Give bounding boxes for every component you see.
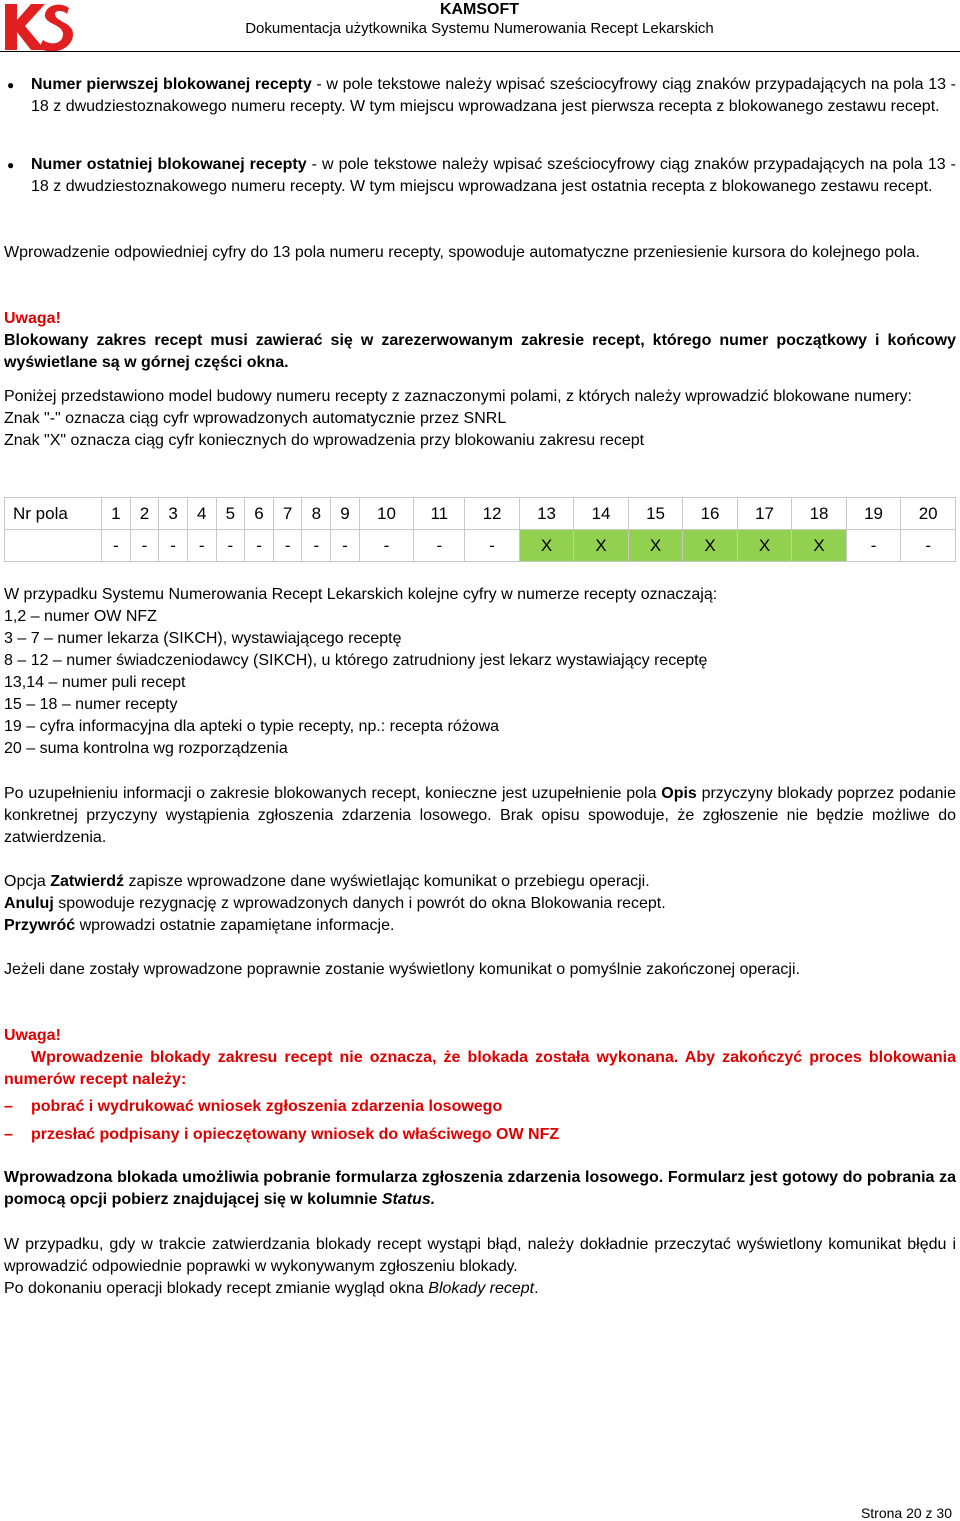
field-mark: - bbox=[102, 530, 131, 562]
bullet-first-recipe-text: - w pole tekstowe należy wpisać sześciocyfrowy ciąg znaków przypadających na pola 13 - 18 z dwudziestoznakowego numeru recepty. W tym miejscu wprowadzana jest pierwsza recepta z blokowanego zestawu recept. bbox=[31, 76, 956, 115]
bullet-last-recipe-term: Numer ostatniej blokowanej recepty bbox=[31, 156, 307, 173]
para-form-text: Wprowadzona blokada umożliwia pobranie formularza zgłoszenia zdarzenia losowego. Formularz jest gotowy do pobrania za pomocą opcji pobierz znajdującej się w kolumnie bbox=[4, 1169, 956, 1208]
opis-pre: Po uzupełnieniu informacji o zakresie blokowanych recept, konieczne jest uzupełnienie pola bbox=[4, 785, 662, 802]
field-mark-highlighted: X bbox=[737, 530, 792, 562]
field-number: 9 bbox=[331, 498, 360, 530]
option-cancel bbox=[4, 893, 956, 915]
header-subtitle: Dokumentacja użytkownika Systemu Numerowania Recept Lekarskich bbox=[245, 20, 714, 37]
meaning-item: 15 – 18 – numer recepty bbox=[4, 696, 178, 713]
option-confirm-name: Zatwierdź bbox=[50, 873, 125, 890]
field-mark: - bbox=[159, 530, 188, 562]
field-mark: - bbox=[359, 530, 414, 562]
option-cancel-name: Anuluj bbox=[4, 895, 54, 912]
meaning-item: 3 – 7 – numer lekarza (SIKCH), wystawiającego receptę bbox=[4, 630, 402, 647]
para-form-status: Status. bbox=[381, 1191, 436, 1208]
bullet-last-recipe-text: - w pole tekstowe należy wpisać sześciocyfrowy ciąg znaków przypadających na pola 13 - 18 z dwudziestoznakowego numeru recepty. W tym miejscu wprowadzana jest ostatnia recepta z blokowanego zestawu recept. bbox=[31, 156, 956, 195]
field-number: 10 bbox=[359, 498, 414, 530]
bullet-first-recipe bbox=[31, 74, 956, 118]
meaning-intro: W przypadku Systemu Numerowania Recept Lekarskich kolejne cyfry w numerze recepty oznaczają: bbox=[4, 586, 718, 603]
field-mark: - bbox=[273, 530, 302, 562]
para-opis bbox=[4, 783, 956, 849]
field-mark: - bbox=[331, 530, 360, 562]
warning-2-step: pobrać i wydrukować wniosek zgłoszenia zdarzenia losowego bbox=[31, 1098, 503, 1115]
field-mark: - bbox=[187, 530, 216, 562]
field-number: 12 bbox=[465, 498, 520, 530]
field-mark: - bbox=[216, 530, 245, 562]
warning-2-step: przesłać podpisany i opieczętowany wniosek do właściwego OW NFZ bbox=[31, 1126, 560, 1143]
option-restore bbox=[4, 915, 956, 937]
bullet-first-recipe-term: Numer pierwszej blokowanej recepty bbox=[31, 76, 312, 93]
field-number: 14 bbox=[574, 498, 629, 530]
options-list bbox=[4, 871, 956, 937]
field-number: 15 bbox=[628, 498, 683, 530]
option-cancel-text: spowoduje rezygnację z wprowadzonych danych i powrót do okna Blokowania recept. bbox=[53, 895, 666, 912]
para-error: W przypadku, gdy w trakcie zatwierdzania blokady recept wystąpi błąd, należy dokładnie przeczytać wyświetlony komunikat błędu i wprowadzić odpowiednie poprawki w wykonywanym zgłoszeniu blokady. bbox=[4, 1236, 956, 1275]
field-mark-highlighted: X bbox=[574, 530, 629, 562]
para-after-end: . bbox=[534, 1280, 539, 1297]
opis-post: przyczyny blokady poprzez podanie konkretnej przyczyny wystąpienia zgłoszenia zdarzenia losowego. Brak opisu spowoduje, że zgłoszenie nie będzie możliwe do zatwierdzenia. bbox=[4, 785, 957, 846]
kamsoft-logo bbox=[3, 0, 73, 52]
table-empty-cell bbox=[5, 530, 102, 562]
field-number: 2 bbox=[130, 498, 159, 530]
field-number: 16 bbox=[683, 498, 738, 530]
warning-2-text: Wprowadzenie blokady zakresu recept nie oznacza, że blokada została wykonana. Aby zakończyć proces blokowania numerów recept należy: bbox=[4, 1049, 956, 1088]
warning-2 bbox=[4, 1025, 956, 1091]
para-success: Jeżeli dane zostały wprowadzone poprawnie zostanie wyświetlony komunikat o pomyślnie zakończonej operacji. bbox=[4, 961, 800, 978]
warning-1 bbox=[4, 308, 956, 374]
field-number: 20 bbox=[901, 498, 956, 530]
model-description bbox=[4, 386, 956, 452]
field-mark-highlighted: X bbox=[628, 530, 683, 562]
warning-2-title: Uwaga! bbox=[4, 1027, 61, 1044]
field-meaning bbox=[4, 584, 956, 760]
field-number: 7 bbox=[273, 498, 302, 530]
para-after-text: Po dokonaniu operacji blokady recept zmianie wygląd okna bbox=[4, 1280, 429, 1297]
field-number: 3 bbox=[159, 498, 188, 530]
meaning-item: 20 – suma kontrolna wg rozporządzenia bbox=[4, 740, 288, 757]
field-mark: - bbox=[130, 530, 159, 562]
field-mark: - bbox=[302, 530, 331, 562]
option-confirm-text: zapisze wprowadzone dane wyświetlając komunikat o przebiegu operacji. bbox=[124, 873, 650, 890]
para-after-window: Blokady recept bbox=[428, 1280, 535, 1297]
field-number: 18 bbox=[792, 498, 847, 530]
meaning-item: 13,14 – numer puli recept bbox=[4, 674, 186, 691]
field-number: 17 bbox=[737, 498, 792, 530]
option-confirm-pre: Opcja bbox=[4, 873, 51, 890]
field-mark-highlighted: X bbox=[519, 530, 574, 562]
field-number: 1 bbox=[102, 498, 131, 530]
opis-field-name: Opis bbox=[661, 785, 697, 802]
warning-1-title: Uwaga! bbox=[4, 310, 61, 327]
model-line-1: Poniżej przedstawiono model budowy numeru recepty z zaznaczonymi polami, z których należy wprowadzić blokowane numery: bbox=[4, 388, 912, 405]
field-mark: - bbox=[414, 530, 465, 562]
warning-1-text: Blokowany zakres recept musi zawierać się w zarezerwowanym zakresie recept, którego numer początkowy i końcowy wyświetlane są w górnej części okna. bbox=[4, 332, 956, 371]
recipe-number-fields-table bbox=[4, 497, 956, 562]
table-row-marks bbox=[5, 530, 956, 562]
field-number: 13 bbox=[519, 498, 574, 530]
para-form bbox=[4, 1167, 956, 1211]
field-number: 19 bbox=[846, 498, 901, 530]
meaning-item: 19 – cyfra informacyjna dla apteki o typie recepty, np.: recepta różowa bbox=[4, 718, 500, 735]
field-mark: - bbox=[245, 530, 274, 562]
page-number: Strona 20 z 30 bbox=[860, 1505, 952, 1521]
option-restore-text: wprowadzi ostatnie zapamiętane informacje. bbox=[75, 917, 395, 934]
field-mark-highlighted: X bbox=[792, 530, 847, 562]
field-number: 6 bbox=[245, 498, 274, 530]
field-mark: - bbox=[465, 530, 520, 562]
field-number: 11 bbox=[414, 498, 465, 530]
field-mark: - bbox=[901, 530, 956, 562]
para-after bbox=[4, 1278, 956, 1300]
option-restore-name: Przywróć bbox=[4, 917, 76, 934]
bullet-last-recipe bbox=[31, 154, 956, 198]
model-line-2: Znak "-" oznacza ciąg cyfr wprowadzonych automatycznie przez SNRL bbox=[4, 410, 507, 427]
field-number: 5 bbox=[216, 498, 245, 530]
field-number: 4 bbox=[187, 498, 216, 530]
page-header bbox=[232, 0, 727, 38]
header-divider bbox=[0, 51, 960, 52]
field-number: 8 bbox=[302, 498, 331, 530]
field-mark-highlighted: X bbox=[683, 530, 738, 562]
field-mark: - bbox=[846, 530, 901, 562]
meaning-item: 8 – 12 – numer świadczeniodawcy (SIKCH), u którego zatrudniony jest lekarz wystawiający receptę bbox=[4, 652, 708, 669]
model-line-3: Znak "X" oznacza ciąg cyfr koniecznych do wprowadzenia przy blokowaniu zakresu recept bbox=[4, 432, 645, 449]
dash-icon: – bbox=[4, 1098, 13, 1115]
table-label: Nr pola bbox=[5, 498, 102, 530]
bullet-icon: ● bbox=[7, 158, 15, 172]
para-cursor: Wprowadzenie odpowiedniej cyfry do 13 pola numeru recepty, spowoduje automatyczne przeniesienie kursora do kolejnego pola. bbox=[4, 244, 920, 261]
meaning-item: 1,2 – numer OW NFZ bbox=[4, 608, 157, 625]
option-confirm bbox=[4, 871, 956, 893]
table-row-numbers bbox=[5, 498, 956, 530]
bullet-icon: ● bbox=[7, 78, 15, 92]
header-company: KAMSOFT bbox=[439, 1, 520, 18]
dash-icon: – bbox=[4, 1126, 13, 1143]
